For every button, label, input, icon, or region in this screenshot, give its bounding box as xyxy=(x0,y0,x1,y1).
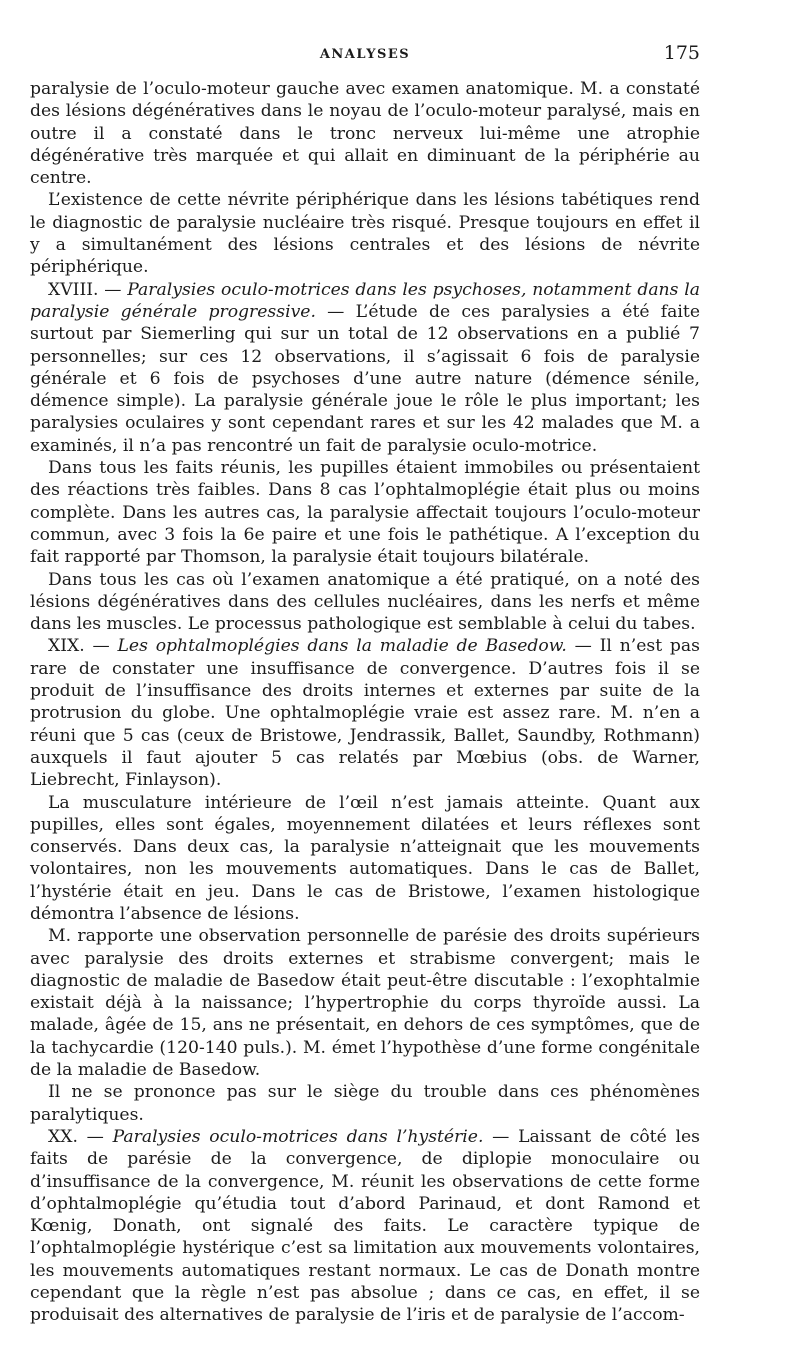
section-xviii: XVIII. — Paralysies oculo-motrices dans les psychoses, notamment dans la paralysie générale progressive. — L’étude de ces paralysies a été faite surtout par Siemerling qui sur un total de 12 observations en a publié 7 personnelles; sur ces 12 observations, il s’agissait 6 fois de paralysie générale et 6 fois de psychoses d’une autre nature (démence sénile, démence simple). La paralysie générale joue le rôle le plus important; les paralysies oculaires y sont cependant rares et sur les 42 malades que M. a examinés, il n’a pas rencontré un fait de paralysie oculo-motrice. xyxy=(30,279,700,456)
section-numeral: XX. xyxy=(48,1126,78,1147)
section-xix: XIX. — Les ophtalmoplégies dans la maladie de Basedow. — Il n’est pas rare de constater une insuffisance de convergence. D’autres fois il se produit de l’insuffisance des droits internes et externes par suite de la protrusion du globe. Une ophtalmoplégie vraie est assez rare. M. n’en a réuni que 5 cas (ceux de Bristowe, Jendrassik, Ballet, Saundby, Rothmann) auxquels il faut ajouter 5 cas relatés par Mœbius (obs. de Warner, Liebrecht, Finlayson). xyxy=(30,636,700,791)
section-title: Paralysies oculo-motrices dans l’hystérie. xyxy=(112,1126,484,1147)
section-numeral: XVIII. xyxy=(48,279,99,300)
running-head: ANALYSES xyxy=(319,47,411,62)
paragraph: La musculature intérieure de l’œil n’est jamais atteinte. Quant aux pupilles, elles sont égales, moyennement dilatées et leurs réflexes sont conservés. Dans deux cas, la paralysie n’atteignait que les mouvements volontaires, non les mouvements automatiques. Dans le cas de Ballet, l’hystérie était en jeu. Dans le cas de Bristowe, l’examen histologique démontra l’absence de lésions. xyxy=(30,792,700,924)
paragraph: Dans tous les cas où l’examen anatomique a été pratiqué, on a noté des lésions dégénératives dans des cellules nucléaires, dans les nerfs et même dans les muscles. Le processus pathologique est semblable à celui du tabes. xyxy=(30,569,700,635)
body-text xyxy=(30,78,700,1327)
page-header xyxy=(30,42,700,68)
section-numeral: XIX. xyxy=(48,636,85,657)
page-number: 175 xyxy=(663,42,700,64)
section-title: Les ophtalmoplégies dans la maladie de Basedow. xyxy=(117,636,567,657)
paragraph-continuation: paralysie de l’oculo-moteur gauche avec examen anatomique. M. a constaté des lésions dégénératives dans le noyau de l’oculo-moteur paralysé, mais en outre il a constaté dans le tronc nerveux lui-même une atrophie dégénérative très marquée et qui allait en diminuant de la périphérie au centre. xyxy=(30,79,700,189)
section-xx: XX. — Paralysies oculo-motrices dans l’hystérie. — Laissant de côté les faits de parésie de la convergence, de diplopie monoculaire ou d’insuffisance de la convergence, M. réunit les observations de cette forme d’ophtalmoplégie qu’étudia tout d’abord Parinaud, et dont Ramond et Kœnig, Donath, ont signalé des faits. Le caractère typique de l’ophtalmoplégie hystérique c’est sa limitation aux mouvements volontaires, les mouvements automatiques restant normaux. Le cas de Donath montre cependant que la règle n’est pas absolue ; dans ce cas, en effet, il se produisait des alternatives de paralysie de l’iris et de paralysie de l’accom- xyxy=(30,1126,700,1326)
paragraph: Dans tous les faits réunis, les pupilles étaient immobiles ou présentaient des réactions très faibles. Dans 8 cas l’ophtalmoplégie était plus ou moins complète. Dans les autres cas, la paralysie affectait toujours l’oculo-moteur commun, avec 3 fois la 6e paire et une fois le pathétique. A l’exception du fait rapporté par Thomson, la paralysie était toujours bilatérale. xyxy=(30,458,700,568)
paragraph: L’existence de cette névrite périphérique dans les lésions tabétiques rend le diagnostic de paralysie nucléaire très risqué. Presque toujours en effet il y a simultanément des lésions centrales et des lésions de névrite périphérique. xyxy=(30,190,700,278)
paragraph: Il ne se prononce pas sur le siège du trouble dans ces phénomènes paralytiques. xyxy=(30,1082,700,1125)
paragraph: M. rapporte une observation personnelle de parésie des droits supérieurs avec paralysie des droits externes et strabisme convergent; mais le diagnostic de maladie de Basedow était peut-être discutable : l’exophtalmie existait déjà à la naissance; l’hypertrophie du corps thyroïde aussi. La malade, âgée de 15, ans ne présentait, en dehors de ces symptômes, que de la tachycardie (120-140 puls.). M. émet l’hypothèse d’une forme congénitale de la maladie de Basedow. xyxy=(30,926,700,1081)
section-title: Paralysies oculo-motrices dans les psychoses, notamment dans la paralysie générale progressive. xyxy=(30,279,700,322)
